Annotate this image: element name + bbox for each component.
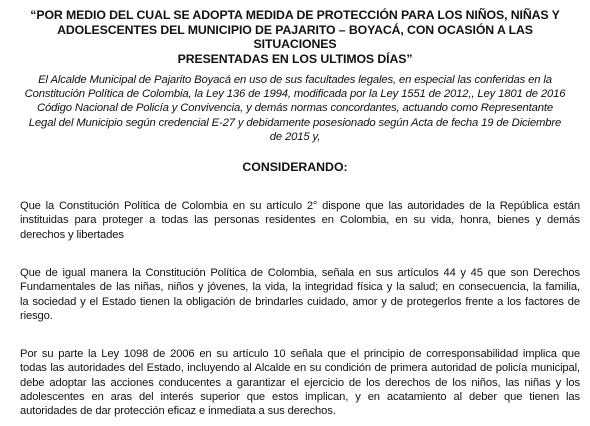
- preamble-line-1: El Alcalde Municipal de Pajarito Boyacá en uso de sus facultades legales, en especial las conferidas en la: [38, 74, 552, 86]
- paragraph-3-line-3: debe adoptar las acciones conducentes a garantizar el ejercicio de los derechos de los niños, las niñas y los: [20, 376, 580, 389]
- preamble-line-5: de 2015 y,: [269, 130, 321, 143]
- paragraph-3-line-1: Por su parte la Ley 1098 de 2006 en su artículo 10 señala que el principio de corresponsabilidad implica que: [20, 348, 580, 360]
- title-line-2: ADOLESCENTES DEL MUNICIPIO DE PAJARITO – BOYACÁ, CON OCASIÓN A LAS SITUACIONES: [57, 22, 533, 52]
- preamble-line-2: Constitución Política de Colombia, la Ley 136 de 1994, modificada por la Ley 1551 de 2012,, Ley 1801 de 2016: [24, 88, 566, 101]
- considerando-paragraph-2: [20, 266, 580, 323]
- considerando-paragraph-1: [20, 199, 580, 242]
- paragraph-3-line-4: adolescentes en aras del interés superior que estos implican, y en acatamiento al deber que tienen las: [20, 390, 580, 403]
- title-line-1: “POR MEDIO DEL CUAL SE ADOPTA MEDIDA DE PROTECCIÓN PARA LOS NIÑOS, NIÑAS Y: [30, 8, 560, 22]
- paragraph-3-line-2: todas las autoridades del Estado, incluyendo al Alcalde en su condición de primera autoridad de policía municipal,: [20, 362, 580, 375]
- paragraph-2-line-1: Que de igual manera la Constitución Política de Colombia, señala en sus artículos 44 y 45 que son Derechos: [20, 267, 580, 279]
- resolution-title: [20, 8, 570, 66]
- considerando-heading: CONSIDERANDO:: [242, 160, 348, 174]
- preamble-line-4: Legal del Municipio según credencial E-27 y debidamente posesionado según Acta de fecha 19 de Diciembre: [28, 116, 562, 129]
- paragraph-1-line-1: Que la Constitución Política de Colombia en su artículo 2° dispone que las autoridades de la República están: [20, 200, 580, 212]
- preamble-line-3: Código Nacional de Policía y Convivencia, y demás normas concordantes, actuando como Representante: [37, 102, 553, 115]
- title-line-3: PRESENTADAS EN LOS ULTIMOS DÍAS”: [177, 51, 413, 66]
- paragraph-1-line-3: derechos y libertades: [20, 228, 124, 241]
- paragraph-1-line-2: instituidas para proteger a todas las personas residentes en Colombia, en su vida, honra, bienes y demás: [20, 214, 580, 227]
- paragraph-2-line-4: riesgo.: [20, 309, 53, 322]
- considerando-paragraph-3: [20, 347, 580, 418]
- paragraph-3-line-5: autoridades de dar protección eficaz e inmediata a sus derechos.: [20, 405, 336, 418]
- preamble-text: [14, 73, 576, 144]
- paragraph-2-line-2: Fundamentales de las niñas, niños y jóvenes, la vida, la integridad física y la salud; en consecuencia, la familia,: [20, 281, 580, 294]
- paragraph-2-line-3: la sociedad y el Estado tienen la obligación de brindarles cuidado, amor y de protegerlos frente a los factores de: [20, 295, 580, 308]
